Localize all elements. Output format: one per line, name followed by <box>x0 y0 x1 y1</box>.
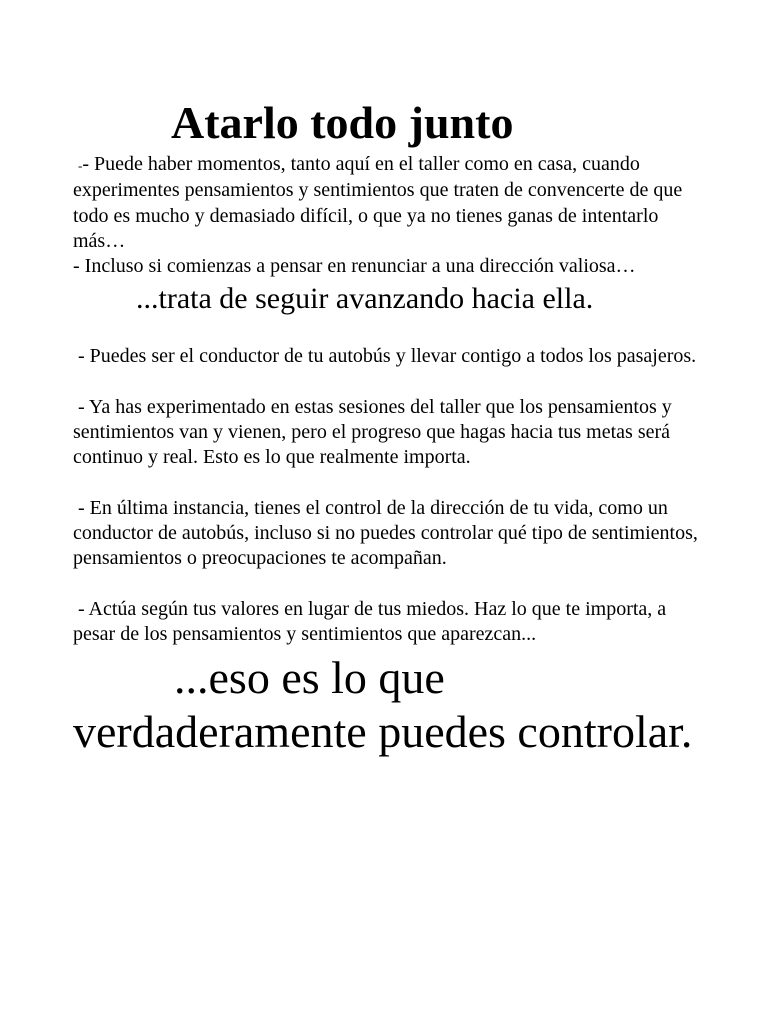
spacer <box>73 471 703 496</box>
spacer <box>73 370 703 395</box>
closing-text: ...eso es lo que verdaderamente puedes controlar. <box>73 652 693 758</box>
spacer <box>73 572 703 597</box>
paragraph-experimentado: - Ya has experimentado en estas sesiones del taller que los pensamientos y sentimientos van y vienen, pero el progreso que hagas hacia tus metas será continuo y real. Esto es lo que realmente importa. <box>73 395 677 469</box>
page-title: Atarlo todo junto <box>171 97 514 148</box>
document-page <box>73 94 703 759</box>
emphasis-line: ...trata de seguir avanzando hacia ella. <box>136 282 594 316</box>
paragraph-conductor: - Puedes ser el conductor de tu autobús y llevar contigo a todos los pasajeros. <box>73 345 697 368</box>
paragraph-intro-text: - Puede haber momentos, tanto aquí en el taller como en casa, cuando experimentes pensamientos y sentimientos que traten de convencerte de que todo es mucho y demasiado difícil, o que ya no tienes ganas de intentarlo más… <box>73 153 683 252</box>
paragraph-control: - En última instancia, tienes el control de la dirección de tu vida, como un conductor de autobús, incluso si no puedes controlar qué tipo de sentimientos, pensamientos o preocupaciones te acompañan. <box>73 496 703 570</box>
small-dash: - <box>78 158 83 173</box>
spacer <box>73 319 703 344</box>
paragraph-renunciar: - Incluso si comienzas a pensar en renunciar a una dirección valiosa… <box>73 255 636 278</box>
paragraph-valores: - Actúa según tus valores en lugar de tus miedos. Haz lo que te importa, a pesar de los pensamientos y sentimientos que aparezcan... <box>73 597 672 645</box>
paragraph-intro <box>73 152 703 254</box>
closing-statement <box>73 651 703 759</box>
